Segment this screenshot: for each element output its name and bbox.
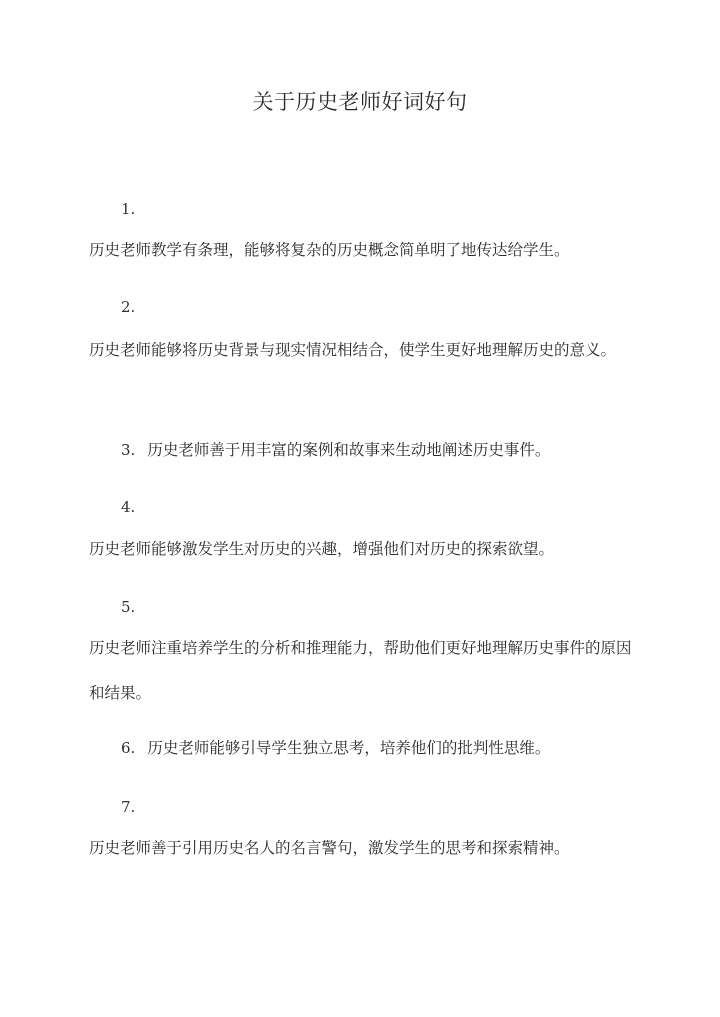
item-number: 4. xyxy=(121,498,136,516)
item-number: 7. xyxy=(121,798,136,816)
item-number: 2. xyxy=(121,298,136,316)
item-text: 历史老师能够引导学生独立思考，培养他们的批判性思维。 xyxy=(147,739,551,757)
item-number: 1. xyxy=(121,200,136,218)
list-item xyxy=(121,440,550,460)
item-text: 历史老师善于用丰富的案例和故事来生动地阐述历史事件。 xyxy=(147,441,551,459)
document-title: 关于历史老师好词好句 xyxy=(252,90,468,114)
item-text: 历史老师能够激发学生对历史的兴趣，增强他们对历史的探索欲望。 xyxy=(89,540,555,558)
list-item xyxy=(121,738,550,758)
item-number: 3. xyxy=(121,441,136,459)
item-text: 历史老师注重培养学生的分析和推理能力，帮助他们更好地理解历史事件的原因和结果。 xyxy=(89,639,632,702)
item-number: 5. xyxy=(121,598,136,616)
item-text: 历史老师善于引用历史名人的名言警句，激发学生的思考和探索精神。 xyxy=(89,839,570,857)
item-number: 6. xyxy=(121,739,136,757)
item-text: 历史老师教学有条理，能够将复杂的历史概念简单明了地传达给学生。 xyxy=(89,241,570,259)
item-text: 历史老师能够将历史背景与现实情况相结合，使学生更好地理解历史的意义。 xyxy=(89,341,617,359)
